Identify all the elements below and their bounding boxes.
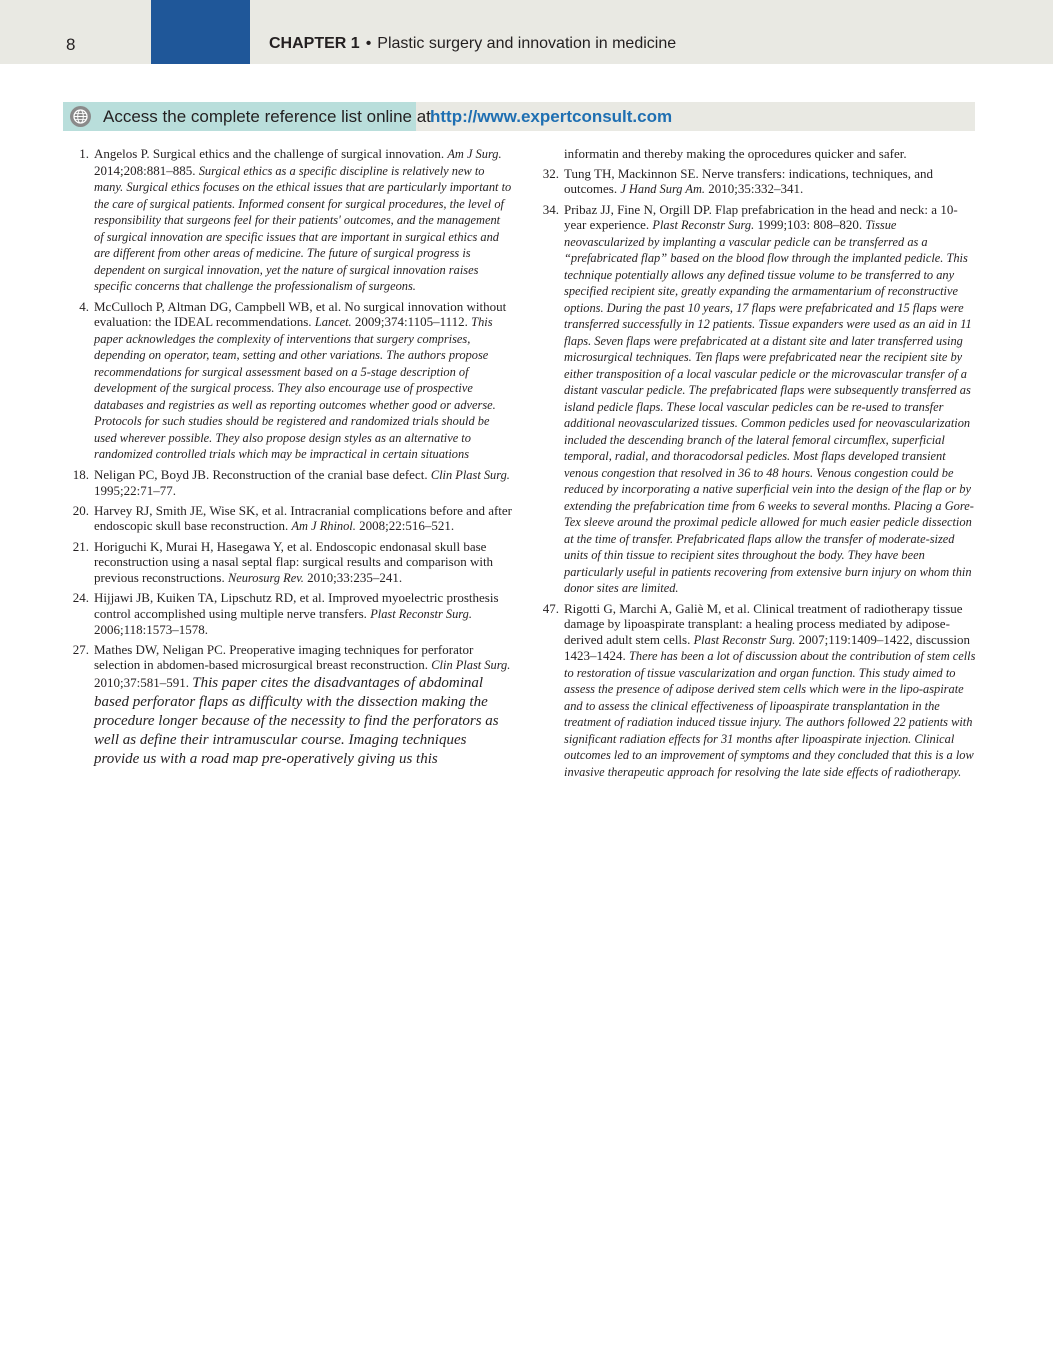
reference-details: 2006;118:1573–1578.	[94, 622, 208, 637]
reference-item	[64, 539, 512, 587]
reference-citation: Rigotti G, Marchi A, Galiè M, et al. Clinical treatment of radiotherapy tissue damage by lipoaspirate transplant: a healing process mediated by adipose-derived adult stem cells.	[564, 600, 963, 647]
reference-citation: Hijjawi JB, Kuiken TA, Lipschutz RD, et al. Improved myoelectric prosthesis control accomplished using multiple nerve transfers.	[94, 590, 499, 621]
reference-details: 2009;374:1105–1112.	[351, 314, 472, 329]
reference-annotation: This paper acknowledges the complexity of interventions that surgery comprises, depending on operator, team, setting and other variations. The authors propose recommendations for surgical assessment based on a 5-stage description of development of the surgical process. They also encourage use of prospective databases and registries as well as reporting outcomes whether good or adverse. Protocols for such studies should be registered and randomized trials should be used wherever possible. They also propose design styles as an alternative to randomized controlled trials which may be impractical in certain situations	[94, 315, 496, 461]
reference-citation: Harvey RJ, Smith JE, Wise SK, et al. Intracranial complications before and after endoscopic skull base reconstruction.	[94, 502, 512, 533]
reference-details: 2007;119:1409–1422, discussion 1423–1424.	[564, 631, 971, 663]
reference-annotation: Surgical ethics as a specific discipline is relatively new to many. Surgical ethics focuses on the ethical issues that are particularly important to the care of surgical patients. Informed consent for surgical procedures, the level of responsibility that surgeons feel for their patients' outcomes, and the management of surgical innovation are specific issues that are important in surgical ethics and are different from other areas of medicine. The future of surgical progress is dependent on surgical innovation, yet the nature of surgical innovation raises specific concerns that challenge the professionalism of surgeons.	[94, 163, 512, 293]
reference-number: 18.	[72, 466, 89, 482]
reference-citation: Pribaz JJ, Fine N, Orgill DP. Flap prefabrication in the head and neck: a 10-year experience.	[564, 201, 958, 232]
reference-number: 27.	[72, 641, 89, 657]
reference-journal: Plast Reconstr Surg.	[693, 632, 796, 647]
reference-citation: Mathes DW, Neligan PC. Preoperative imaging techniques for perforator selection in abdomen-based microsurgical breast reconstruction.	[94, 641, 474, 672]
reference-number: 47.	[542, 600, 559, 616]
page-number: 8	[66, 35, 76, 54]
reference-continuation	[534, 146, 976, 162]
reference-citation: Angelos P. Surgical ethics and the challenge of surgical innovation.	[94, 146, 445, 161]
reference-item	[64, 146, 512, 295]
reference-journal: Plast Reconstr Surg.	[652, 218, 755, 232]
reference-number: 32.	[542, 165, 559, 181]
reference-number: 4.	[79, 298, 89, 314]
references-right-column	[534, 146, 976, 784]
reference-citation: McCulloch P, Altman DG, Campbell WB, et al. No surgical innovation without evaluation: the IDEAL recommendations.	[94, 298, 507, 329]
reference-citation: Neligan PC, Boyd JB. Reconstruction of the cranial base defect.	[94, 466, 428, 482]
globe-icon	[70, 106, 91, 127]
reference-number: 24.	[72, 590, 89, 605]
reference-details: 2008;22:516–521.	[355, 518, 455, 533]
reference-journal: Neurosurg Rev.	[227, 570, 304, 585]
reference-details: 1999;103: 808–820.	[754, 217, 866, 232]
chapter-color-tab	[151, 0, 250, 64]
page-header	[0, 0, 1053, 64]
reference-citation: Horiguchi K, Murai H, Hasegawa Y, et al. Endoscopic endonasal skull base reconstruction using a nasal septal flap: surgical results and comparison with previous reconstructions.	[94, 538, 494, 585]
chapter-title: Plastic surgery and innovation in medicine	[377, 35, 677, 52]
reference-number: 34.	[542, 201, 559, 217]
reference-item	[534, 202, 976, 597]
reference-journal: Am J Surg.	[447, 147, 502, 161]
reference-item	[64, 467, 512, 499]
banner-text: Access the complete reference list online at	[103, 107, 431, 126]
reference-journal: Lancet.	[314, 315, 352, 329]
running-head-bullet: •	[365, 35, 372, 52]
reference-item	[64, 642, 512, 769]
reference-details: 2010;37:581–591.	[94, 674, 193, 690]
expertconsult-link[interactable]: http://www.expertconsult.com	[430, 107, 673, 126]
reference-item	[64, 590, 512, 638]
reference-annotation: informatin and thereby making the oprocedures quicker and safer.	[564, 146, 907, 161]
reference-journal: Clin Plast Surg.	[430, 467, 510, 482]
reference-details: 2010;35:332–341.	[705, 181, 804, 196]
reference-annotation: This paper cites the disadvantages of abdominal based perforator flaps as difficulty with the dissection making the procedure longer because of the necessity to find the perforators as well as define their intramuscular course. Imaging techniques provide us with a road map pre-operatively giving us this	[94, 674, 499, 767]
reference-details: 2010;33:235–241.	[303, 569, 403, 585]
reference-item	[64, 503, 512, 535]
chapter-label: CHAPTER 1	[269, 35, 360, 52]
reference-details: 1995;22:71–77.	[94, 483, 176, 498]
reference-annotation: Tissue neovascularized by implanting a vascular pedicle can be transferred as a “prefabricated flap” based on the blood flow through the implanted pedicle. This technique potentially allows any defined tissue volume to be transferred to any specified recipient site, greatly expanding the armamentarium of reconstructive options. During the past 10 years, 17 flaps were prefabricated and 15 flaps were transferred successfully in 12 patients. Tissue expanders were used as an aid in 11 flaps. Seven flaps were prefabricated at a distant site and later transferred using microsurgical techniques. Ten flaps were prefabricated near the recipient site by either transposition of a local vascular pedicle or the microvascular transfer of a distant vascular pedicle. The prefabricated flaps were subsequently transferred as island pedicle flaps. These local vascular pedicles can be re-used to transfer additional neovascularized tissues. Common pedicles used for neovascularization included the descending branch of the lateral femoral circumflex, superficial temporal, radial, and thoracodorsal pedicles. Most flaps developed transient venous congestion that resolved in 36 to 48 hours. Venous congestion could be reduced by incorporating a native superficial vein into the design of the flap or by extending the prefabrication time from 6 weeks to several months. Placing a Gore-Tex sleeve around the proximal pedicle allowed for much easier pedicle dissection at the time of transfer. Prefabricated flaps allow the transfer of moderate-sized units of thin tissue to recipient sites throughout the body. They have been particularly useful in patients recovering from extensive burn injury on whom thin donor sites are limited.	[564, 218, 974, 595]
banner-left-panel	[63, 102, 431, 131]
running-head	[269, 35, 676, 53]
reference-number: 1.	[79, 146, 89, 161]
reference-banner	[63, 102, 975, 131]
reference-item	[534, 601, 976, 781]
reference-journal: Clin Plast Surg.	[431, 658, 511, 672]
reference-annotation: There has been a lot of discussion about the contribution of stem cells to restoration of tissue vascularization and organ function. This study aimed to assess the presence of adipose derived stem cells which were in the lipo-aspirate and to assess the clinical effectiveness of lipoaspirate transplantation in the treatment of radiation induced tissue injury. The authors followed 22 patients with significant radiation effects for 31 months after lipoaspirate injection. Clinical outcomes led to an improvement of symptoms and they concluded that this is a low invasive therapeutic approach for resolving the late side effects of radiotherapy.	[564, 649, 976, 779]
reference-number: 20.	[72, 502, 89, 518]
reference-journal: Am J Rhinol.	[291, 519, 356, 533]
reference-journal: J Hand Surg Am.	[620, 182, 705, 196]
reference-item	[64, 299, 512, 463]
reference-journal: Plast Reconstr Surg.	[370, 606, 472, 621]
reference-citation: Tung TH, Mackinnon SE. Nerve transfers: indications, techniques, and outcomes.	[564, 165, 933, 196]
reference-item	[534, 166, 976, 198]
reference-details: 2014;208:881–885.	[94, 162, 199, 178]
references-left-column	[64, 146, 512, 773]
reference-number: 21.	[72, 538, 89, 554]
